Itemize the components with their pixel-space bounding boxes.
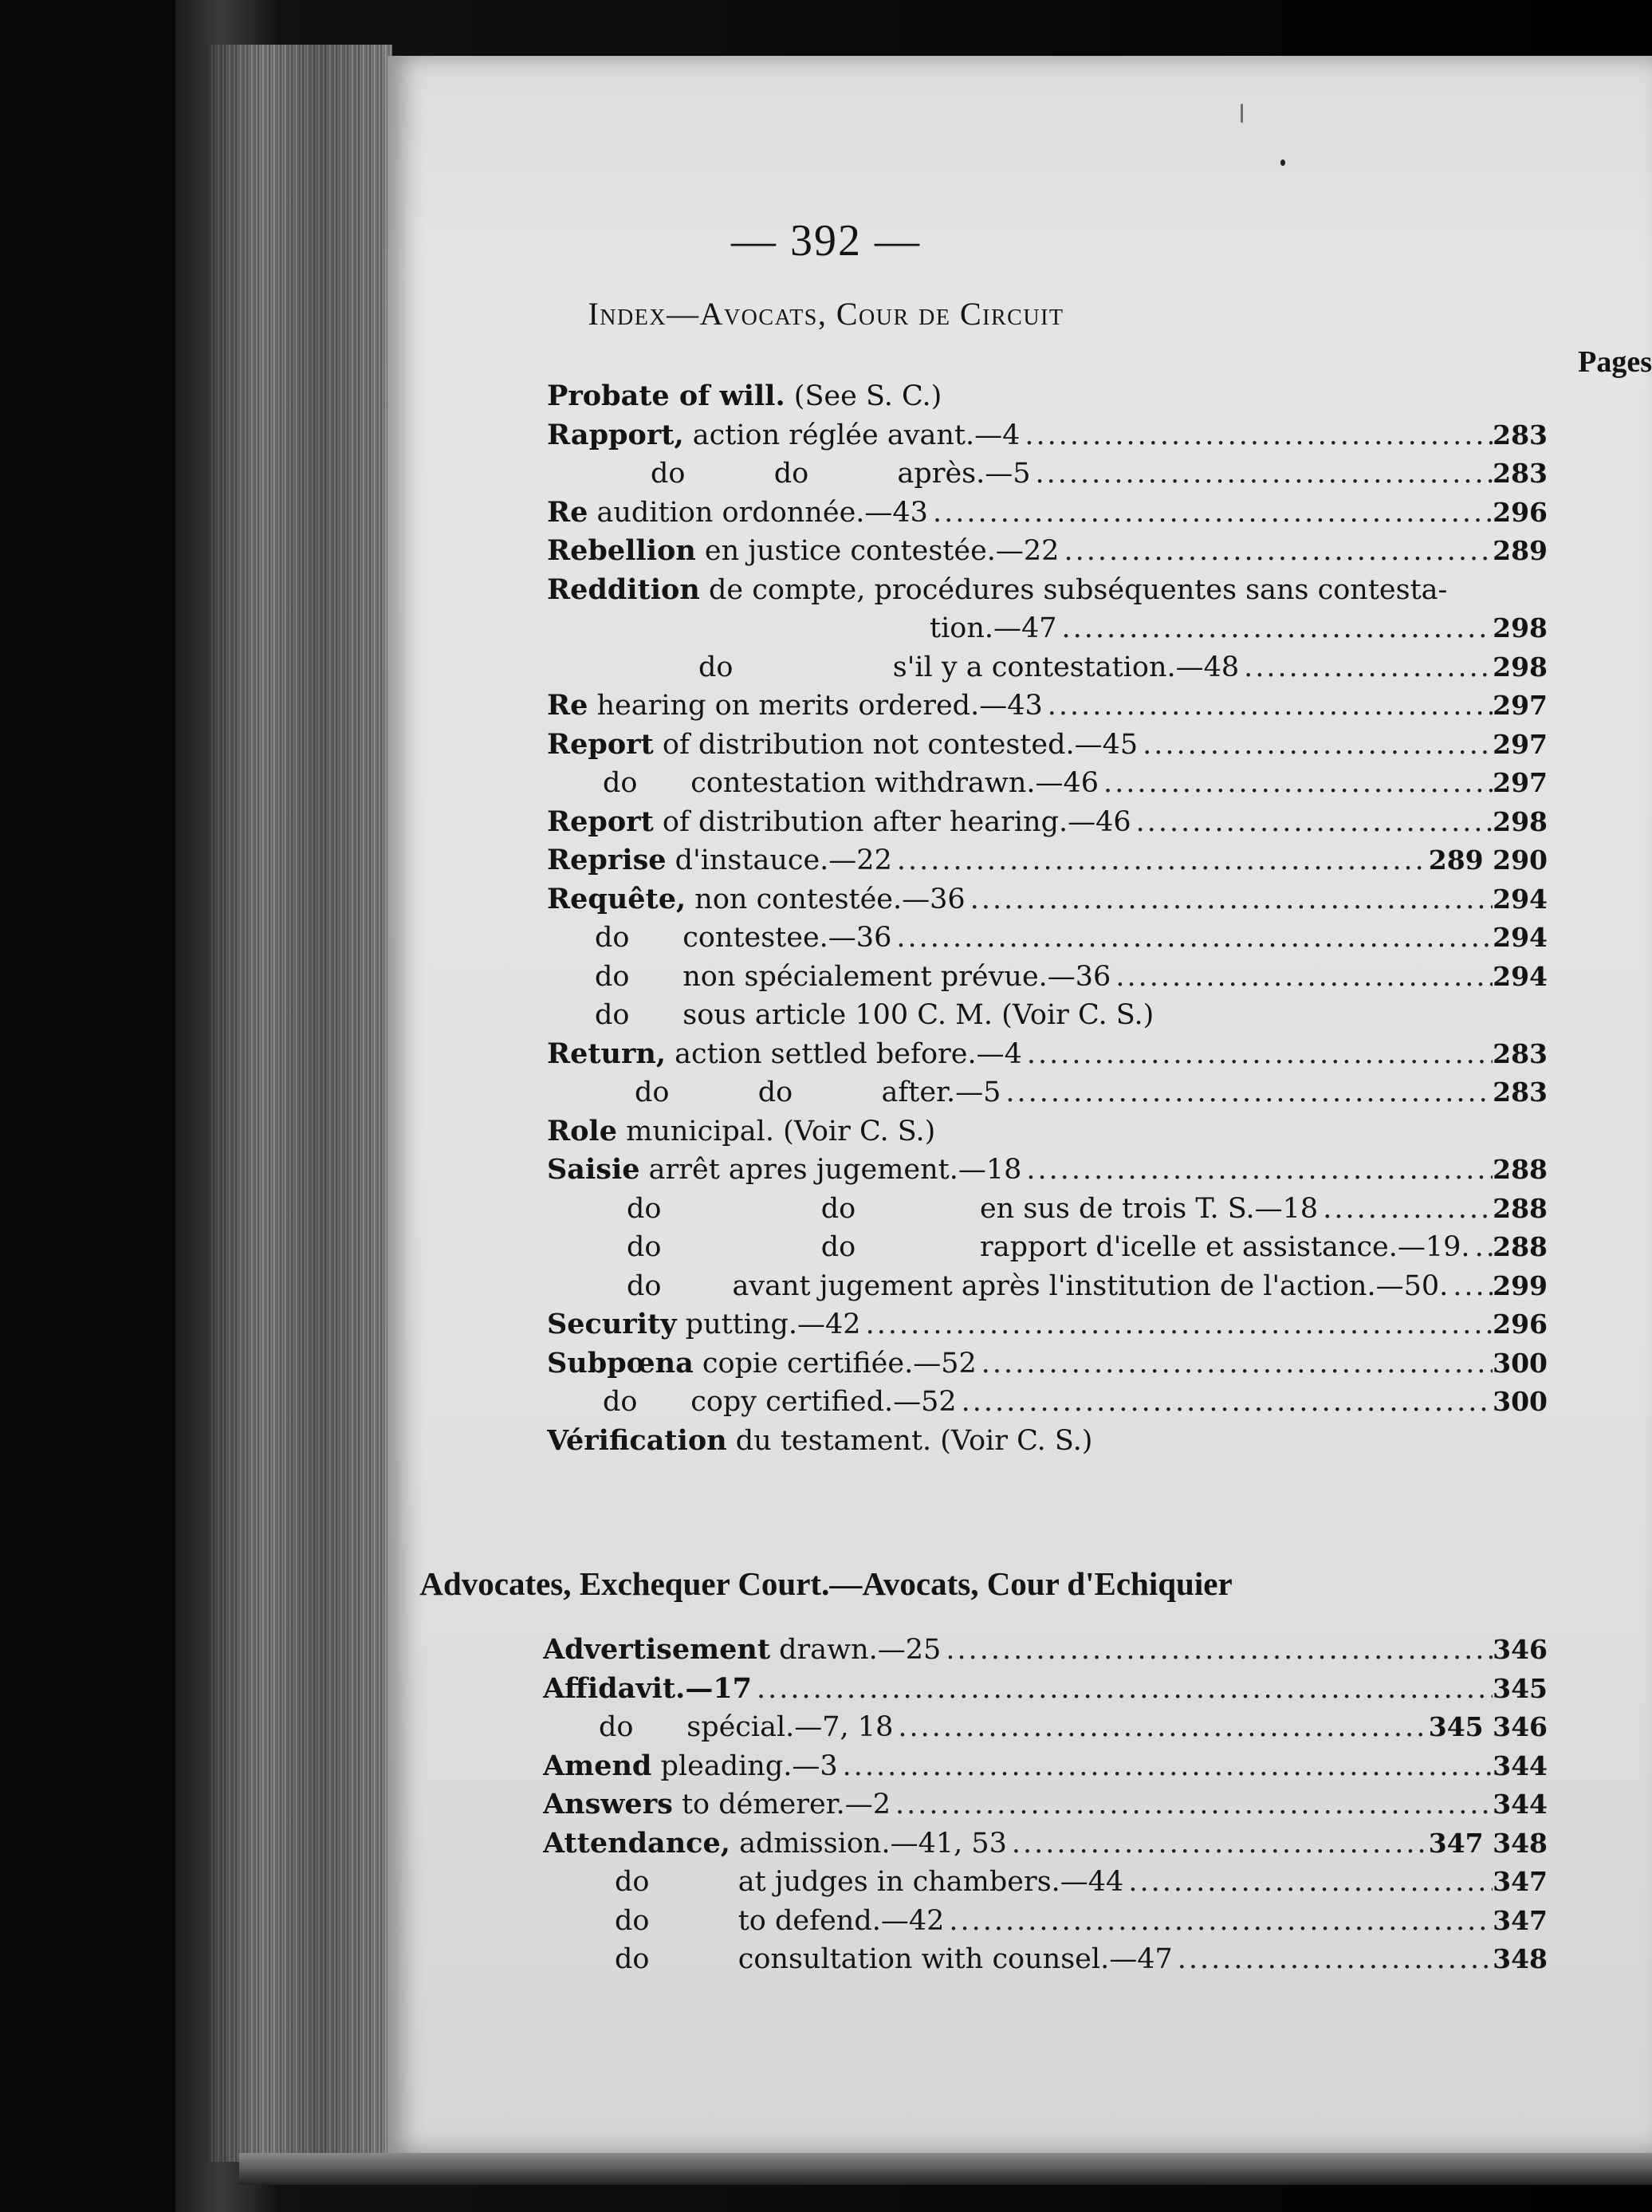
entry-text: do at judges in chambers.—44: [615, 1866, 1124, 1898]
entry-page-number: 283: [1493, 1037, 1548, 1069]
entry-label: [627, 1228, 1470, 1266]
index-entry: [627, 1190, 1548, 1228]
entry-page-number: 344: [1493, 1789, 1548, 1820]
index-entry: [547, 494, 1548, 532]
index-entry: [547, 1305, 1548, 1344]
leader-dots: [1173, 1940, 1493, 1978]
index-entry: [547, 1112, 1548, 1151]
entry-text: of distribution not contested.—45: [653, 728, 1139, 761]
entry-lead-word: Role: [547, 1114, 617, 1147]
entry-label: [543, 1747, 838, 1785]
entry-lead-word: Answers: [543, 1788, 673, 1820]
entry-page-number: 283: [1493, 419, 1548, 451]
index-entry: [603, 1383, 1548, 1421]
entry-page-number: 288: [1493, 1154, 1548, 1185]
entry-page-number: 294: [1493, 883, 1548, 915]
entry-page-number: 297: [1493, 690, 1548, 721]
index-entry: [547, 1151, 1548, 1189]
leader-dots: [1318, 1190, 1493, 1228]
entry-text: en justice contestée.—22: [695, 535, 1060, 567]
entry-text: do do rapport d'icelle et assistance.—19.: [627, 1231, 1470, 1263]
entry-lead-word: Report: [547, 727, 654, 761]
entry-text: do avant jugement après l'institution de l'action.—50.: [627, 1269, 1449, 1302]
leader-dots: [944, 1902, 1493, 1940]
leader-dots: [1239, 648, 1493, 687]
entry-text: do sous article 100 C. M. (Voir C. S.): [595, 999, 1154, 1031]
index-entry: [543, 1824, 1548, 1863]
index-entry: [595, 919, 1548, 957]
leader-dots: [928, 494, 1493, 532]
index-entry: [547, 880, 1548, 919]
leader-dots: [1111, 958, 1493, 996]
entry-text: pleading.—3: [651, 1750, 838, 1782]
entry-page-number: 289 290: [1428, 844, 1548, 876]
entry-text: drawn.—25: [770, 1634, 942, 1666]
entry-page-number: 344: [1493, 1750, 1548, 1781]
entry-text: do consultation with counsel.—47: [615, 1943, 1173, 1975]
entry-page-number: 298: [1493, 612, 1548, 644]
index-entry: [651, 455, 1548, 493]
entry-label: [547, 1305, 861, 1344]
index-entry: [547, 1344, 1548, 1383]
leader-dots: [1138, 726, 1493, 764]
index-entry: [547, 571, 1548, 609]
entry-page-number: 296: [1493, 496, 1548, 528]
leader-dots: [1123, 1863, 1493, 1901]
entry-lead-word: Affidavit.—17: [543, 1671, 753, 1705]
leader-dots: [891, 919, 1493, 957]
entry-text: to démerer.—2: [672, 1789, 891, 1820]
entry-label: [543, 1631, 941, 1669]
entry-page-number: 294: [1493, 922, 1548, 953]
entry-page-number: 347: [1493, 1904, 1548, 1936]
entry-text: do do after.—5: [635, 1076, 1001, 1108]
leader-dots: [892, 841, 1429, 880]
entry-page-number: 283: [1493, 1076, 1548, 1108]
entry-page-number: 300: [1493, 1386, 1548, 1417]
entry-label: [547, 841, 892, 880]
entry-label: [547, 1112, 935, 1151]
print-speck: [1280, 159, 1285, 166]
index-entry: [547, 726, 1548, 764]
entry-lead-word: Subpœna: [547, 1346, 694, 1380]
entry-text: putting.—42: [676, 1309, 861, 1340]
entry-text: de compte, procédures subséquentes sans contesta-: [699, 573, 1448, 606]
entry-lead-word: Reprise: [547, 844, 667, 876]
entry-text: hearing on merits ordered.—43: [588, 690, 1043, 722]
entry-text: non contestée.—36: [686, 883, 966, 915]
entry-page-number: 300: [1493, 1347, 1548, 1379]
entry-lead-word: Attendance,: [543, 1826, 730, 1860]
index-entry: [547, 841, 1548, 880]
page-edges-shadow: [209, 45, 392, 2162]
entry-lead-word: Saisie: [547, 1153, 640, 1186]
entry-lead-word: Requête,: [547, 882, 686, 915]
index-entry: [595, 996, 1548, 1034]
leader-dots: [1099, 764, 1493, 802]
leader-dots: [1131, 803, 1493, 841]
entry-text: do do en sus de trois T. S.—18: [627, 1192, 1319, 1225]
entry-text: audition ordonnée.—43: [588, 496, 928, 529]
entry-label: [595, 919, 891, 957]
entry-label: [595, 996, 1154, 1034]
leader-dots: [1057, 609, 1493, 647]
entry-page-number: 289: [1493, 535, 1548, 566]
index-entry: [547, 532, 1548, 570]
entry-text: do non spécialement prévue.—36: [595, 960, 1111, 993]
section-heading-exchequer: Advocates, Exchequer Court.—Avocats, Cour d'Echiquier: [419, 1565, 1233, 1602]
entry-lead-word: Reddition: [547, 573, 700, 606]
page-content: [387, 56, 1652, 2153]
leader-dots: [957, 1383, 1493, 1421]
index-heading: Index—Avocats, Cour de Circuit: [588, 296, 1064, 332]
leader-dots: [752, 1670, 1493, 1708]
index-entry: [543, 1785, 1548, 1824]
entry-text: copie certifiée.—52: [693, 1347, 977, 1380]
leader-dots: [1007, 1824, 1429, 1863]
entry-lead-word: Probate of will.: [547, 380, 785, 412]
entry-label: [698, 648, 1239, 687]
entry-label: [547, 1151, 1021, 1189]
leader-dots: [966, 880, 1493, 919]
leader-dots: [1448, 1267, 1493, 1305]
entry-page-number: 297: [1493, 728, 1548, 760]
entry-lead-word: Report: [547, 805, 654, 838]
entry-label: [651, 455, 1031, 493]
entry-label: [547, 494, 928, 532]
index-entry: [627, 1228, 1548, 1266]
entry-lead-word: Return,: [547, 1037, 667, 1070]
index-entry: [543, 1747, 1548, 1785]
entry-page-number: 348: [1493, 1943, 1548, 1974]
entry-lead-word: Security: [547, 1308, 677, 1340]
entry-page-number: 297: [1493, 767, 1548, 798]
entry-text: tion.—47: [930, 612, 1057, 644]
entry-text: arrêt apres jugement.—18: [639, 1154, 1022, 1186]
leader-dots: [1020, 416, 1493, 455]
entry-text: do copy certified.—52: [603, 1386, 957, 1418]
page-bottom-edge: [239, 2153, 1652, 2185]
entry-page-number: 288: [1493, 1231, 1548, 1262]
entry-label: [930, 609, 1057, 647]
leader-dots: [1059, 532, 1493, 570]
entry-text: do contestation withdrawn.—46: [603, 767, 1099, 799]
entry-text: d'instauce.—22: [666, 844, 892, 876]
index-entry: [595, 958, 1548, 996]
entry-label: [543, 1670, 752, 1708]
entry-label: [547, 1422, 1092, 1460]
index-entry: [698, 648, 1548, 687]
entry-page-number: 345: [1493, 1672, 1548, 1704]
entry-text: do do après.—5: [651, 458, 1031, 490]
index-entry: [615, 1902, 1548, 1940]
leader-dots: [1022, 1035, 1493, 1073]
pages-column-label: Pages: [1578, 345, 1652, 379]
entry-text: of distribution after hearing.—46: [653, 805, 1131, 838]
entry-page-number: 296: [1493, 1309, 1548, 1340]
entry-label: [547, 687, 1043, 725]
entry-page-number: 283: [1493, 458, 1548, 489]
index-entry: [547, 1035, 1548, 1073]
entry-label: [595, 958, 1111, 996]
entry-lead-word: Rebellion: [547, 534, 696, 567]
entry-page-number: 346: [1493, 1634, 1548, 1665]
entry-label: [635, 1073, 1001, 1112]
entry-text: municipal. (Voir C. S.): [617, 1115, 936, 1147]
entry-label: [547, 377, 942, 415]
index-entry: [930, 609, 1548, 647]
index-entry: [635, 1073, 1548, 1112]
entry-text: do contestee.—36: [595, 922, 892, 954]
entry-page-number: 345 346: [1428, 1711, 1548, 1742]
entry-text: do to defend.—42: [615, 1904, 945, 1937]
entry-text: action settled before.—4: [666, 1037, 1022, 1070]
entry-label: [547, 532, 1059, 570]
index-entry: [547, 803, 1548, 841]
leader-dots: [893, 1708, 1428, 1746]
index-entry: [547, 377, 1548, 415]
index-entry: [615, 1863, 1548, 1901]
leader-dots: [838, 1747, 1493, 1785]
leader-dots: [977, 1344, 1493, 1383]
entry-lead-word: Vérification: [547, 1423, 727, 1457]
entry-text: du testament. (Voir C. S.): [726, 1424, 1093, 1457]
page-sheet: [387, 56, 1652, 2153]
entry-lead-word: Amend: [543, 1749, 652, 1782]
entry-lead-word: Rapport,: [547, 418, 684, 451]
leader-dots: [1021, 1151, 1493, 1189]
entry-label: [627, 1267, 1448, 1305]
entry-label: [627, 1190, 1318, 1228]
entry-page-number: 347: [1493, 1866, 1548, 1897]
leader-dots: [1031, 455, 1493, 493]
entry-label: [547, 1035, 1022, 1073]
index-entry: [615, 1940, 1548, 1978]
entry-text: (See S. C.): [785, 380, 942, 412]
leader-dots: [861, 1305, 1493, 1344]
entry-text: action réglée avant.—4: [683, 419, 1021, 451]
leader-dots: [1043, 687, 1493, 725]
entry-page-number: 288: [1493, 1192, 1548, 1224]
index-entry: [543, 1631, 1548, 1669]
leader-dots: [891, 1785, 1493, 1824]
leader-dots: [1001, 1073, 1493, 1112]
entry-text: do spécial.—7, 18: [599, 1711, 894, 1743]
entry-label: [599, 1708, 893, 1746]
entry-label: [547, 416, 1020, 455]
entry-page-number: 298: [1493, 805, 1548, 837]
index-entry: [547, 1422, 1548, 1460]
entry-label: [615, 1902, 944, 1940]
entry-label: [547, 1344, 977, 1383]
index-entry: [547, 687, 1548, 725]
entry-text: admission.—41, 53: [730, 1827, 1007, 1860]
entry-page-number: 347 348: [1428, 1827, 1548, 1859]
index-entry: [603, 764, 1548, 802]
print-speck: [1241, 104, 1243, 123]
index-entry: [547, 416, 1548, 455]
index-entry: [627, 1267, 1548, 1305]
page-number: — 392 —: [731, 216, 921, 266]
entry-label: [615, 1863, 1123, 1901]
entry-label: [615, 1940, 1173, 1978]
entry-label: [547, 803, 1131, 841]
index-entry: [599, 1708, 1548, 1746]
entry-lead-word: Re: [547, 495, 588, 529]
entry-text: do s'il y a contestation.—48: [698, 651, 1240, 683]
entry-page-number: 298: [1493, 651, 1548, 683]
entry-label: [547, 571, 1447, 609]
entry-lead-word: Re: [547, 689, 588, 722]
leader-dots: [1470, 1228, 1493, 1266]
entry-label: [603, 764, 1099, 802]
entry-page-number: 299: [1493, 1269, 1548, 1301]
entry-label: [543, 1824, 1007, 1863]
entry-label: [547, 880, 966, 919]
entry-label: [547, 726, 1138, 764]
entry-label: [603, 1383, 957, 1421]
index-entry: [543, 1670, 1548, 1708]
leader-dots: [941, 1631, 1493, 1669]
entry-lead-word: Advertisement: [543, 1633, 771, 1666]
entry-label: [543, 1785, 891, 1824]
entry-page-number: 294: [1493, 960, 1548, 992]
